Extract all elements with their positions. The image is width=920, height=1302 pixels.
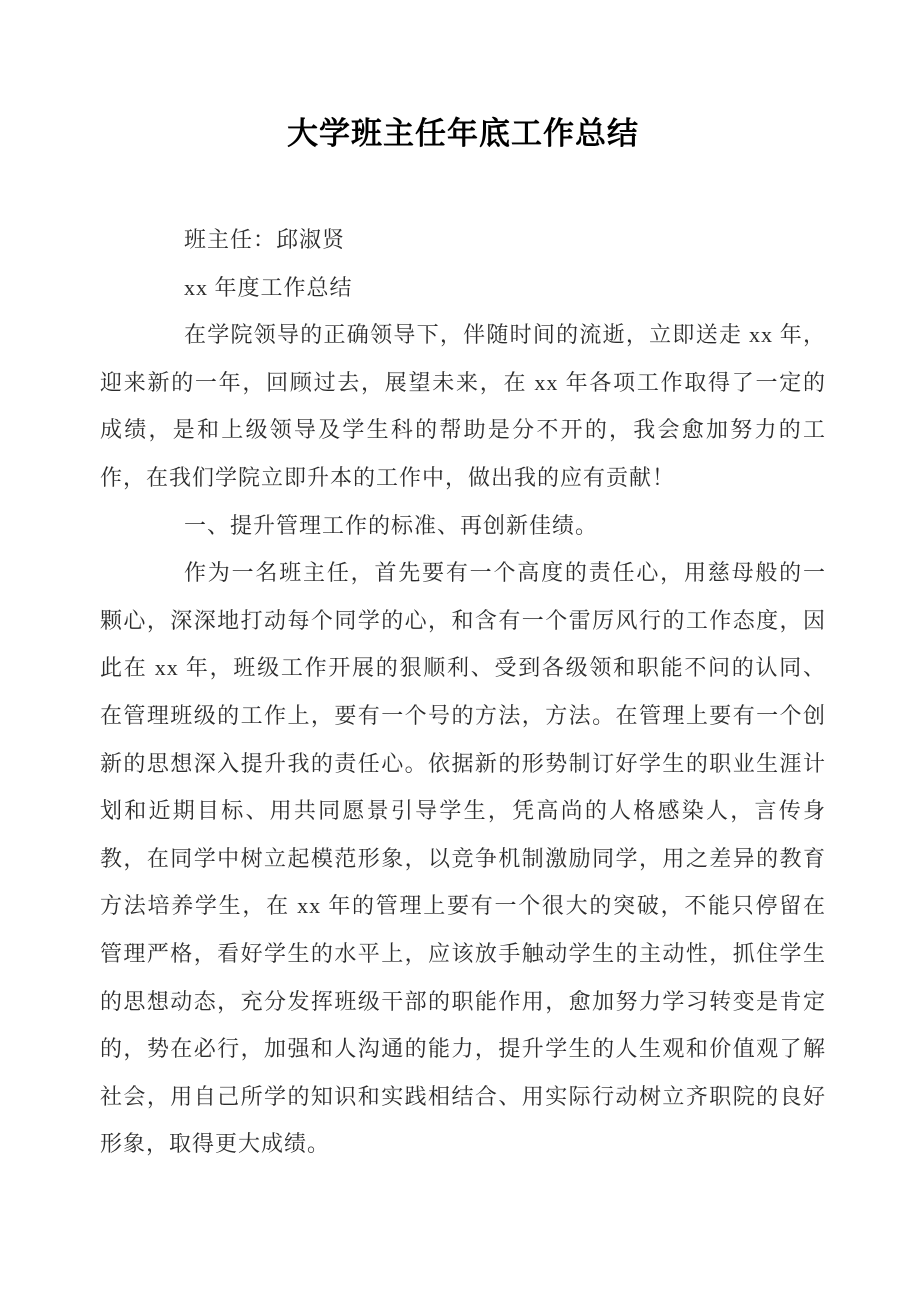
meta-line-year: xx 年度工作总结 — [184, 274, 353, 300]
paragraph-section-body: 作为一名班主任，首先要有一个高度的责任心，用慈母般的一颗心，深深地打动每个同学的心，和含有一个雷厉风行的工作态度，因此在 xx 年，班级工作开展的狠顺利、受到各级领和职能不问的认同、在管理班级的工作上，要有一个号的方法，方法。在管理上要有一个创新的思想深入提升我的责任心。依据新的形势制订好学生的职业生涯计划和近期目标、用共同愿景引导学生，凭高尚的人格感染人，言传身教，在同学中树立起模范形象，以竞争机制激励同学，用之差异的教育方法培养学生，在 xx 年的管理上要有一个很大的突破，不能只停留在管理严格，看好学生的水平上，应该放手触动学生的主动性，抓住学生的思想动态，充分发挥班级干部的职能作用，愈加努力学习转变是肯定的，势在必行，加强和人沟通的能力，提升学生的人生观和价值观了解社会，用自己所学的知识和实践相结合、用实际行动树立齐职院的良好形象，取得更大成绩。 — [100, 560, 826, 1157]
meta-line-teacher: 班主任：邱淑贤 — [184, 227, 346, 252]
paragraph-intro: 在学院领导的正确领导下，伴随时间的流逝，立即送走 xx 年，迎来新的一年，回顾过去，展望未来，在 xx 年各项工作取得了一定的成绩，是和上级领导及学生科的帮助是分不开的，我会愈加努力的工作，在我们学院立即升本的工作中，做出我的应有贡献！ — [100, 322, 826, 490]
document-body — [100, 216, 826, 1168]
paragraph-section-heading: 一、提升管理工作的标准、再创新佳绩。 — [184, 512, 599, 538]
document-title: 大学班主任年底工作总结 — [287, 116, 639, 151]
